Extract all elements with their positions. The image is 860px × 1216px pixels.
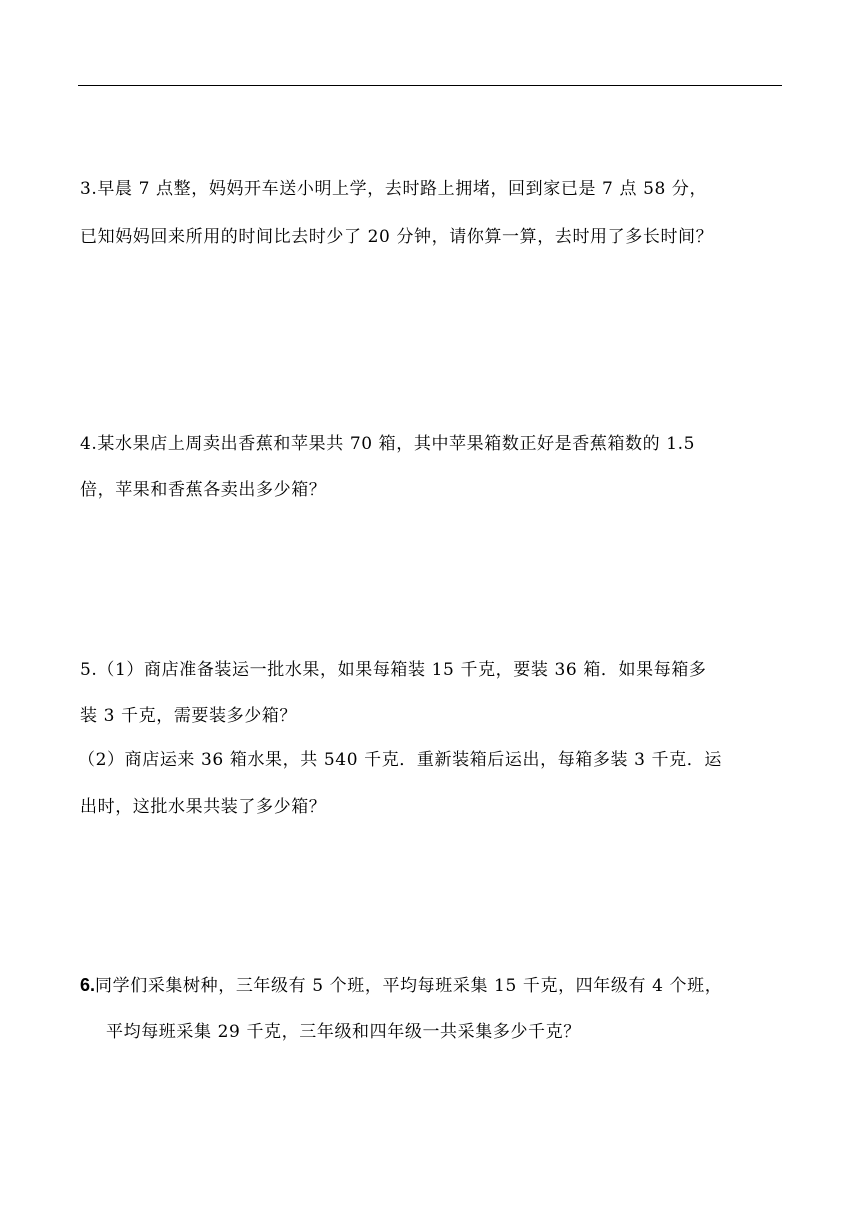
problem-6-number: 6. xyxy=(80,975,96,995)
problem-3-line-2: 已知妈妈回来所用的时间比去时少了 20 分钟，请你算一算，去时用了多长时间？ xyxy=(80,227,714,247)
problem-5-line-3: （2）商店运来 36 箱水果，共 540 千克．重新装箱后运出，每箱多装 3 千克．运 xyxy=(78,750,722,770)
problem-4-line-1: 4.某水果店上周卖出香蕉和苹果共 70 箱，其中苹果箱数正好是香蕉箱数的 1.5 xyxy=(80,434,696,454)
problem-5-line-1: 5.（1）商店准备装运一批水果，如果每箱装 15 千克，要装 36 箱．如果每箱多 xyxy=(80,660,707,680)
problem-5-line-2: 装 3 千克，需要装多少箱？ xyxy=(80,706,298,726)
problem-6-line-2: 平均每班采集 29 千克，三年级和四年级一共采集多少千克？ xyxy=(106,1022,581,1042)
problem-3-line-1: 3.早晨 7 点整，妈妈开车送小明上学，去时路上拥堵，回到家已是 7 点 58 分， xyxy=(80,179,708,199)
problem-4-line-2: 倍，苹果和香蕉各卖出多少箱？ xyxy=(80,480,327,500)
problem-6-text-1: 同学们采集树种，三年级有 5 个班，平均每班采集 15 千克，四年级有 4 个班， xyxy=(95,976,723,996)
problem-6-line-1 xyxy=(80,973,784,998)
header-rule xyxy=(78,85,782,86)
problem-5-line-4: 出时，这批水果共装了多少箱？ xyxy=(80,797,327,817)
